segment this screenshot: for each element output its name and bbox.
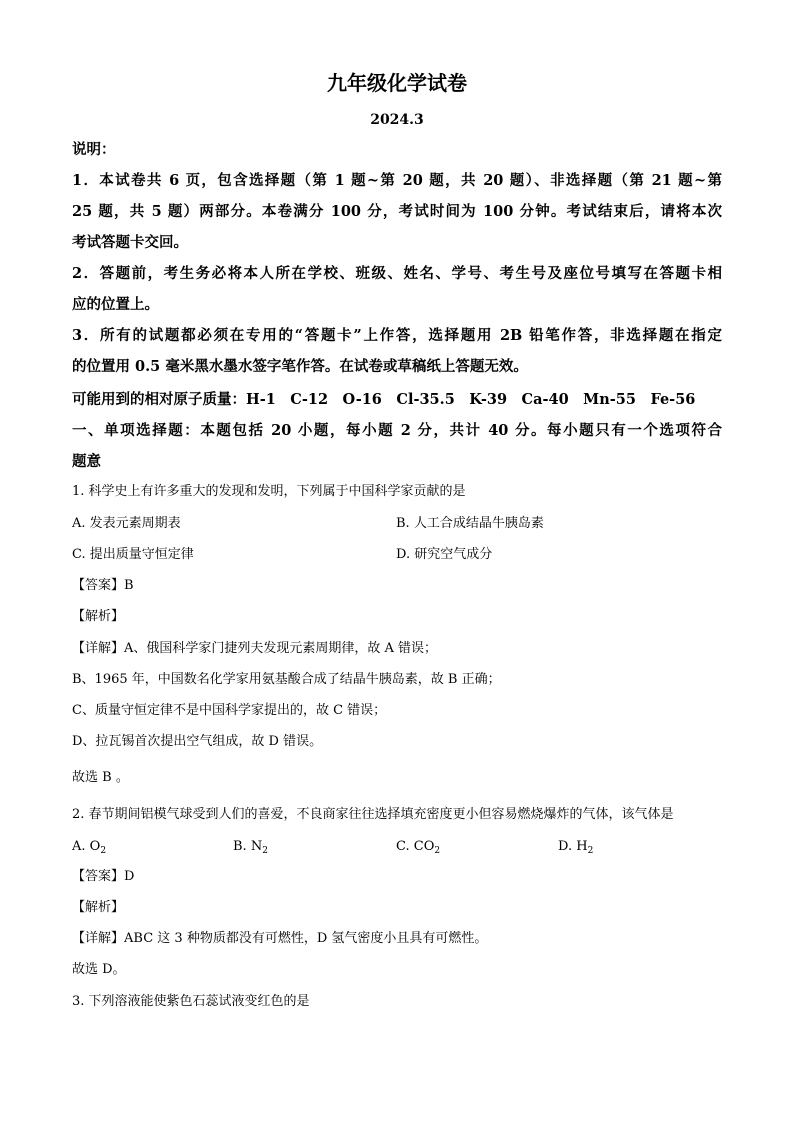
instruction-2-line-2: 应的位置上。 xyxy=(72,296,159,313)
question-2-analysis-tag: 【解析】 xyxy=(72,900,125,915)
question-1-detail-d: D、拉瓦锡首次提出空气组成，故 D 错误。 xyxy=(72,734,323,749)
question-1-option-b: B. 人工合成结晶牛胰岛素 xyxy=(396,516,544,531)
question-1-answer xyxy=(72,576,134,596)
question-2-stem: 2. 春节期间铝模气球受到人们的喜爱，不良商家往往选择填充密度更小但容易燃烧爆炸的气体，该气体是 xyxy=(72,807,674,822)
instruction-1-line-1: 1．本试卷共 6 页，包含选择题（第 1 题~第 20 题，共 20 题）、非选择题（第 21 题~第 xyxy=(72,172,722,189)
question-2-option-b: B. $N_2$ xyxy=(233,839,268,856)
question-1-detail xyxy=(72,639,437,659)
answer-value: D xyxy=(124,869,135,884)
question-1-detail-c: C、质量守恒定律不是中国科学家提出的，故 C 错误； xyxy=(72,703,387,718)
detail-tag: 【详解】 xyxy=(72,641,125,656)
question-1-option-c: C. 提出质量守恒定律 xyxy=(72,547,194,562)
question-2-detail xyxy=(72,929,487,949)
question-1-conclusion: 故选 B 。 xyxy=(72,770,129,785)
detail-tag: 【详解】 xyxy=(72,931,125,946)
question-2-option-a: A. $O_2$ xyxy=(72,839,107,856)
question-1-detail-b: B、1965 年，中国数名化学家用氨基酸合成了结晶牛胰岛素，故 B 正确； xyxy=(72,672,501,687)
atomic-masses: 可能用到的相对原子质量：H-1 C-12 O-16 Cl-35.5 K-39 Ca-40 Mn-55 Fe-56 xyxy=(72,391,696,408)
instruction-1-line-3: 考试答题卡交回。 xyxy=(72,234,188,251)
question-2-answer xyxy=(72,867,134,887)
question-1-option-a: A. 发表元素周期表 xyxy=(72,516,181,531)
question-1-analysis-tag: 【解析】 xyxy=(72,609,125,624)
answer-value: B xyxy=(124,578,134,593)
detail-text: ABC 这 3 种物质都没有可燃性，D 氢气密度小且具有可燃性。 xyxy=(124,931,488,946)
instruction-1-line-2: 25 题，共 5 题）两部分。本卷满分 100 分，考试时间为 100 分钟。考试结束后，请将本次 xyxy=(72,203,722,220)
answer-tag: 【答案】 xyxy=(72,578,125,593)
question-3-stem: 3. 下列溶液能使紫色石蕊试液变红色的是 xyxy=(72,994,310,1009)
detail-text: A、俄国科学家门捷列夫发现元素周期律，故 A 错误； xyxy=(124,641,438,656)
answer-tag: 【答案】 xyxy=(72,869,125,884)
question-1-option-d: D. 研究空气成分 xyxy=(396,547,493,562)
instruction-3-line-1: 3．所有的试题都必须在专用的“答题卡”上作答，选择题用 2B 铅笔作答，非选择题在指定 xyxy=(72,327,722,344)
section-1-heading-line-1: 一、单项选择题：本题包括 20 小题，每小题 2 分，共计 40 分。每小题只有一个选项符合 xyxy=(72,422,722,439)
instructions-heading: 说明： xyxy=(72,141,116,158)
question-2-option-d: D. $H_2$ xyxy=(558,839,594,856)
question-1-stem: 1. 科学史上有许多重大的发现和发明，下列属于中国科学家贡献的是 xyxy=(72,484,466,499)
question-2-conclusion: 故选 D。 xyxy=(72,962,126,977)
instruction-3-line-2: 的位置用 0.5 毫米黑水墨水签字笔作答。在试卷或草稿纸上答题无效。 xyxy=(72,358,528,375)
instruction-2-line-1: 2．答题前，考生务必将本人所在学校、班级、姓名、学号、考生号及座位号填写在答题卡相 xyxy=(72,265,722,282)
question-2-option-c: C. $CO_2$ xyxy=(396,839,441,856)
exam-date: 2024.3 xyxy=(370,112,424,128)
page-title: 九年级化学试卷 xyxy=(327,71,467,95)
section-1-heading-line-2: 题意 xyxy=(72,453,101,470)
